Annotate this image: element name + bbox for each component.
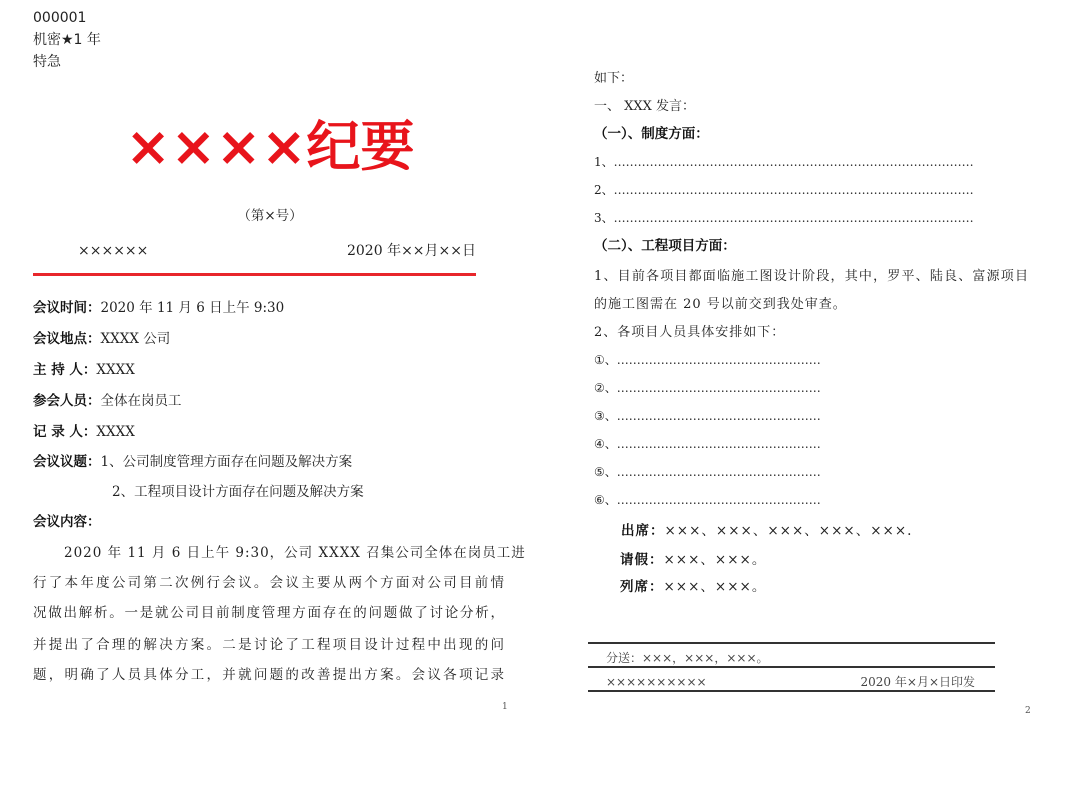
attendance-value: ×××、×××。 [663,552,767,568]
assignment-item: ⑤、…………………………………………… [594,465,821,479]
attendance-label: 请假： [620,552,664,568]
section-heading-engineering: （二）、工程项目方面： [594,238,736,254]
speaker-heading: 一、 XXX 发言： [594,99,696,114]
page-number: 1 [502,702,508,712]
section-heading-system: （一）、制度方面： [594,126,709,142]
content-line: 行了本年度公司第二次例行会议。会议主要从两个方面对公司目前情 [33,575,505,591]
content-line: 2020 年 11 月 6 日上午 9:30，公司 XXXX 召集公司全体在岗员工进 [64,545,526,561]
issue-number: （第×号） [237,208,303,224]
classification-level: 机密★1 年 [33,32,101,48]
field-label: 会议时间： [33,300,101,316]
footer-rule-bottom [588,690,995,692]
topic-2: 2、工程项目设计方面存在问题及解决方案 [112,484,364,500]
attendance-label: 列席： [620,579,664,595]
printing-office: ×××××××××× [606,675,707,689]
attendance-value: ×××、×××、×××、×××、×××. [664,523,913,539]
field-value: 全体在岗员工 [100,393,182,409]
page-number: 2 [1025,706,1031,716]
field-value: 1、公司制度管理方面存在问题及解决方案 [100,454,353,470]
attendance-present [621,525,912,539]
content-label: 会议内容： [33,514,101,530]
field-label: 主 持 人： [33,362,97,378]
field-value: 2020 年 11 月 6 日上午 9:30 [100,300,285,316]
assignment-item: ①、…………………………………………… [594,353,821,367]
field-location [33,333,170,347]
field-label: 会议议题： [33,454,101,470]
field-attendees [33,395,182,409]
attendance-observer [620,581,766,595]
content-line: 并提出了合理的解决方案。二是讨论了工程项目设计过程中出现的问 [33,637,505,653]
engineering-line: 1、目前各项目都面临施工图设计阶段，其中，罗平、陆良、富源项目 [594,269,1028,284]
content-line: 题，明确了人员具体分工，并就问题的改善提出方案。会议各项记录 [33,667,505,683]
red-header-divider [33,273,476,276]
engineering-line: 2、各项目人员具体安排如下： [594,325,786,340]
field-label: 记 录 人： [33,424,97,440]
assignment-item: ②、…………………………………………… [594,381,821,395]
field-label: 会议地点： [33,331,101,347]
document-number: 000001 [33,10,87,26]
system-item: 2、……………………………………………………………………………… [594,183,974,197]
field-topics [33,456,352,470]
assignment-item: ③、…………………………………………… [594,409,821,423]
document-title: ××××纪要 [125,115,415,178]
content-line: 况做出解析。一是就公司目前制度管理方面存在的问题做了讨论分析， [33,605,505,621]
field-recorder [33,426,135,440]
system-item: 3、……………………………………………………………………………… [594,211,974,225]
attendance-leave [620,554,766,568]
field-value: XXXX 公司 [100,331,171,347]
engineering-line: 的施工图需在 20 号以前交到我处审查。 [594,297,847,312]
field-label: 参会人员： [33,393,101,409]
assignment-item: ④、…………………………………………… [594,437,821,451]
intro-text: 如下： [594,71,634,86]
assignment-item: ⑥、…………………………………………… [594,493,821,507]
attendance-label: 出席： [621,523,665,539]
issue-date: 2020 年××月××日 [346,243,476,259]
field-value: XXXX [96,424,135,440]
urgency-level: 特急 [33,54,61,70]
attendance-value: ×××、×××。 [663,579,767,595]
issuer: ×××××× [78,243,149,259]
field-value: XXXX [96,362,135,378]
print-date: 2020 年×月×日印发 [860,675,975,689]
footer-rule-top [588,642,995,644]
footer-rule-middle [588,666,995,668]
field-host [33,364,135,378]
distribution-list: 分送：×××，×××，×××。 [606,651,769,665]
system-item: 1、……………………………………………………………………………… [594,155,974,169]
field-time [33,302,284,316]
